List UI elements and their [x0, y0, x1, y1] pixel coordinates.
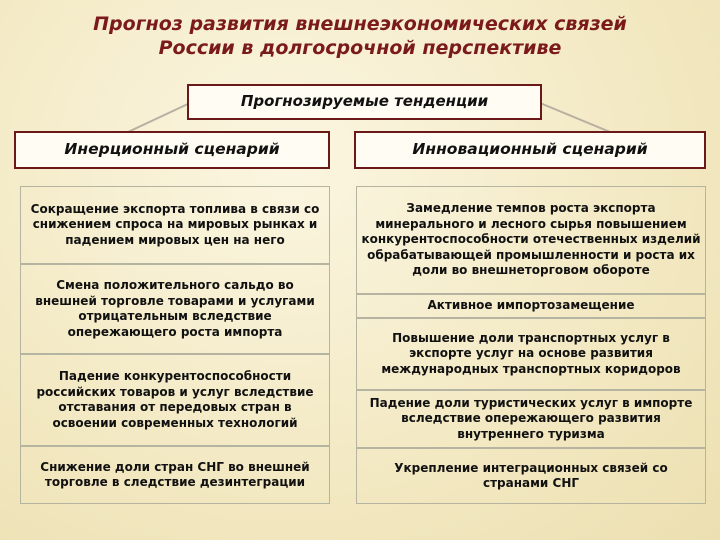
left-item-4-text: Снижение доли стран СНГ во внешней торговле в следствие дезинтеграции: [40, 459, 310, 489]
right-item-5: [356, 448, 706, 504]
right-item-3-text: Повышение доли транспортных услуг в экспорте услуг на основе развития международных транспортных коридоров: [381, 330, 681, 376]
right-item-3: [356, 318, 706, 390]
left-item-4: [20, 446, 330, 504]
right-scenario-header: [354, 131, 706, 169]
right-item-1-text: Замедление темпов роста экспорта минерального и лесного сырья повышением конкурентоспособности отечественных изделий обрабатывающей промышленности и роста их доли во внешнеторговом обороте: [361, 201, 701, 278]
right-item-2: [356, 294, 706, 318]
left-scenario-header: [14, 131, 330, 169]
right-item-5-text: Укрепление интеграционных связей со странами СНГ: [394, 460, 668, 490]
right-item-1: [356, 186, 706, 294]
left-item-1-text: Сокращение экспорта топлива в связи со снижением спроса на мировых рынках и падением мировых цен на него: [30, 201, 320, 247]
right-item-4: [356, 390, 706, 448]
left-item-1: [20, 186, 330, 264]
left-item-2-text: Смена положительного сальдо во внешней торговле товарами и услугами отрицательным вследствие опережающего роста импорта: [35, 278, 315, 339]
center-header-box: [187, 84, 542, 120]
connector-left: [128, 103, 190, 132]
title-line-2: России в долгосрочной перспективе: [158, 37, 562, 59]
right-item-2-text: Активное импортозамещение: [427, 298, 635, 313]
left-item-3-text: Падение конкурентоспособности российских товаров и услуг вследствие отставания от передовых стран в освоении современных технологий: [36, 369, 314, 430]
title-line-1: Прогноз развития внешнеэкономических связей: [93, 13, 627, 35]
center-header-text: Прогнозируемые тенденции: [240, 92, 489, 111]
left-item-3: [20, 354, 330, 446]
connector-right: [540, 103, 610, 132]
left-scenario-title: Инерционный сценарий: [64, 140, 280, 159]
right-scenario-title: Инновационный сценарий: [412, 140, 648, 159]
left-item-2: [20, 264, 330, 354]
right-item-4-text: Падение доли туристических услуг в импорте вследствие опережающего развития внутреннего туризма: [369, 395, 693, 441]
